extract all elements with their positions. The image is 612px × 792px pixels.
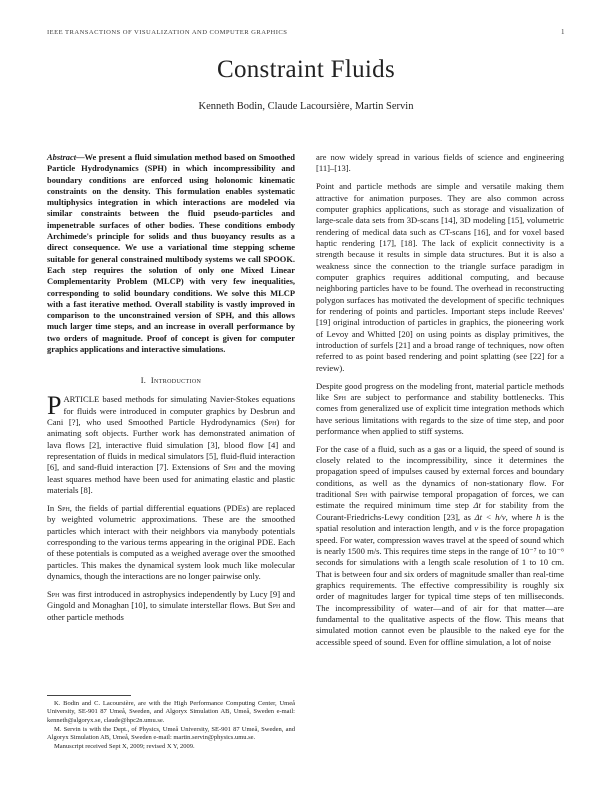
paragraph-intro-1 (47, 391, 296, 496)
rpara4-text-g: to (536, 545, 548, 556)
rpara4-text-d: , where (505, 511, 537, 522)
rpara4-math-h: h (536, 511, 541, 522)
footnote-block (47, 695, 295, 752)
drop-cap: P (47, 391, 62, 421)
paragraph-intro-2 (47, 503, 295, 582)
author-list: Kenneth Bodin, Claude Lacoursière, Martin Servin (198, 101, 414, 112)
para1-text-a: ARTICLE based methods for simulating Navier-Stokes equations for fluids were introduced in computer graphics by Desbrun and Cani [?], who used Smoothed Particle Hydrodynamics ( (47, 394, 295, 428)
rpara4-smallcaps-sph-1: Sph (354, 489, 368, 500)
para1-smallcaps-sph-1: Sph (264, 417, 277, 428)
rpara4-math-pow2: 10⁻⁶ (547, 545, 564, 556)
running-head (47, 28, 565, 36)
rpara4-math-cfl: Δt < h/v (474, 511, 506, 522)
para1-smallcaps-sph-2: Sph (223, 462, 236, 473)
rpara4-text-a: For the case of a fluid, such as a gas or a liquid, the speed of sound is closely related to the incompressibility, since it determines the propagation speed of impulses caused by external forces and boundary conditions, as well as the dynamics of non-stationary flow. For traditional (316, 443, 564, 500)
paragraph-right-2: Point and particle methods are simple and versatile making them attractive for animation purposes. They are also common across computer graphics applications, such as storage and visualization of large-scale data sets from 3D-scans [14], 3D modeling [15], volumetric rendering of medical data such as CT-scans [16], and for voxel based haptic rendering [17], [18]. The lack of explicit connectivity is a strength because it results in simple data structures. But it is also a weakness since the connection to the triangle surface paradigm in computer graphics requires additional computing, and because neighboring particles have to be found. The overhead in reconstructing polygon surfaces has motivated the development of specific techniques for rendering of points and particles. Important steps include Reeves' [19] original introduction of particles in graphics, the pioneering work of Levoy and Whitted [20] on using points as display primitives, the introduction of surfels [21] and a broad range of techniques, now often referred to as point based rendering and point splatting (see [22] for a review). (316, 181, 564, 373)
para3-smallcaps-sph-2: Sph (267, 600, 281, 611)
rpara3-text-a: Despite good progress on the modeling front, material particle methods like (316, 380, 564, 402)
para2-smallcaps-sph-1: Sph (57, 502, 70, 513)
para2-text-b: , the fields of partial differential equations (PDEs) are replaced by weighted volumetric approximations. These are the smoothed particles which interact with their neighbors via manybody potentials corresponding to the various terms appearing in the original PDE. Each of these potentials is computed as a weighed average over the smoothed particles. This makes the dynamical system look much like molecular dynamics, though the interactions are no longer pairwise only. (47, 502, 295, 581)
abstract-dash: — (76, 152, 85, 162)
rpara4-math-pow1: 10⁻⁷ (520, 545, 537, 556)
footnote-item: M. Servin is with the Dept., of Physics, Umeå University, SE-901 87 Umeå, Sweden, and Algoryx Simulation AB, Umeå, Sweden e-mail: martin.servin@physics.umu.se. (47, 725, 295, 742)
page-title: Constraint Fluids (216, 56, 396, 83)
rpara3-smallcaps-sph-1: Sph (333, 391, 346, 402)
journal-name: IEEE TRANSACTIONS OF VISUALIZATION AND COMPUTER GRAPHICS (47, 29, 288, 36)
abstract-paragraph (47, 152, 295, 355)
paragraph-intro-3 (47, 589, 295, 623)
abstract-block (47, 152, 295, 355)
rpara4-text-h: seconds for simulations with a length scale resolution of 1 to 10 cm. That is between four and six orders of magnitude smaller than real-time graphics requirements. The effective compressibility is roughly six order of magnitudes larger for typical time steps of ten milliseconds. The incompressibility of water—and of air for that matter—are fundamental to the qualitative aspects of the flow. This means that simulated motion cannot even be plausible to the naked eye for the accessible speed of sound. Even for offline simulation, a lot of noise (316, 557, 564, 647)
footnote-item: Manuscript received Sept X, 2009; revised X Y, 2009. (54, 743, 195, 751)
left-column (47, 152, 295, 752)
rpara4-text-e: is the spatial resolution and interaction length, and (316, 511, 564, 534)
para3-text-b: and other particle methods (47, 600, 296, 622)
footnote-rule (47, 695, 131, 696)
para1-text-c: and the moving least squares method have been used for animating elastic and plastic materials [8]. (47, 462, 295, 496)
paragraph-right-3 (316, 381, 564, 438)
paragraph-right-4 (316, 444, 564, 648)
body-columns (47, 152, 565, 752)
footnote-item: K. Bodin and C. Lacoursière, are with the High Performance Computing Center, Umeå University, SE-901 87 Umeå, Sweden, and Algoryx Simulation AB, Umeå, Sweden e-mail: kenneth@algoryx.se, claude@hpc2n.umu.se. (47, 700, 295, 724)
abstract-label: Abstract (47, 152, 77, 162)
para3-text-a: was first introduced in astrophysics independently by Lucy [9] and Gingold and Monaghan [10], to simulate interstellar flows. But (47, 588, 295, 611)
para3-smallcaps-sph-1: Sph (47, 588, 60, 599)
section-heading (47, 376, 295, 385)
rpara4-math-dt: Δt (473, 500, 481, 511)
page-number: 1 (561, 28, 565, 36)
section-name: Introduction (150, 376, 202, 386)
rpara4-text-f: is the force propagation speed. For water, compression waves travel at the speed of sound which is nearly 1500 m/s. This requires time steps in the range of (316, 523, 564, 556)
para1-text-b: ) for animating soft objects. Further work has demonstrated animation of lava flows [2], interactive fluid simulation [3], blood flow [4] and representation of fluids in medical simulators [5], fluid-fluid interaction [6], and sand-fluid interaction [7]. Extensions of (47, 417, 296, 473)
rpara3-text-b: are subject to performance and stability bottlenecks. This comes from generalized use of explicit time integration methods which have serious limitations with regards to the size of time step, and poor performance when applied to stiff systems. (316, 391, 564, 436)
rpara4-text-b: with pairwise temporal propagation of forces, we can estimate the required minimum time step (316, 489, 564, 511)
right-column (316, 152, 564, 752)
section-number: I. (140, 376, 147, 386)
abstract-body: We present a fluid simulation method based on Smoothed Particle Hydrodynamics (SPH) in which incompressibility and boundary conditions are enforced using holonomic kinematic constraints on the density. This formulation enables systematic multiphysics integration in which interactions are modeled via similar constraints between the fluid pseudo-particles and impenetrable surfaces of other bodies. These conditions embody Archimede's principle for solids and thus buoyancy results as a direct consequence. We use a variational time stepping scheme suitable for general constrained multibody systems we call SPOOK. Each step requires the solution of only one Mixed Linear Complementarity Problem (MLCP) with very few inequalities, corresponding to solid boundary conditions. We solve this MLCP with a fast iterative method. Overall stability is vastly improved in comparison to the unconstrained version of SPH, and this allows much larger time steps, and an increase in overall performance by two orders of magnitude. Proof of concept is given for computer graphics applications and interactive simulations. (47, 152, 295, 355)
paragraph-right-1: are now widely spread in various fields of science and engineering [11]–[13]. (316, 152, 564, 174)
rpara4-math-v: v (474, 523, 479, 534)
rpara4-text-c: for stability from the Courant-Friedrichs-Lewy condition [23], as (316, 500, 564, 522)
para2-text-a: In (47, 502, 58, 513)
